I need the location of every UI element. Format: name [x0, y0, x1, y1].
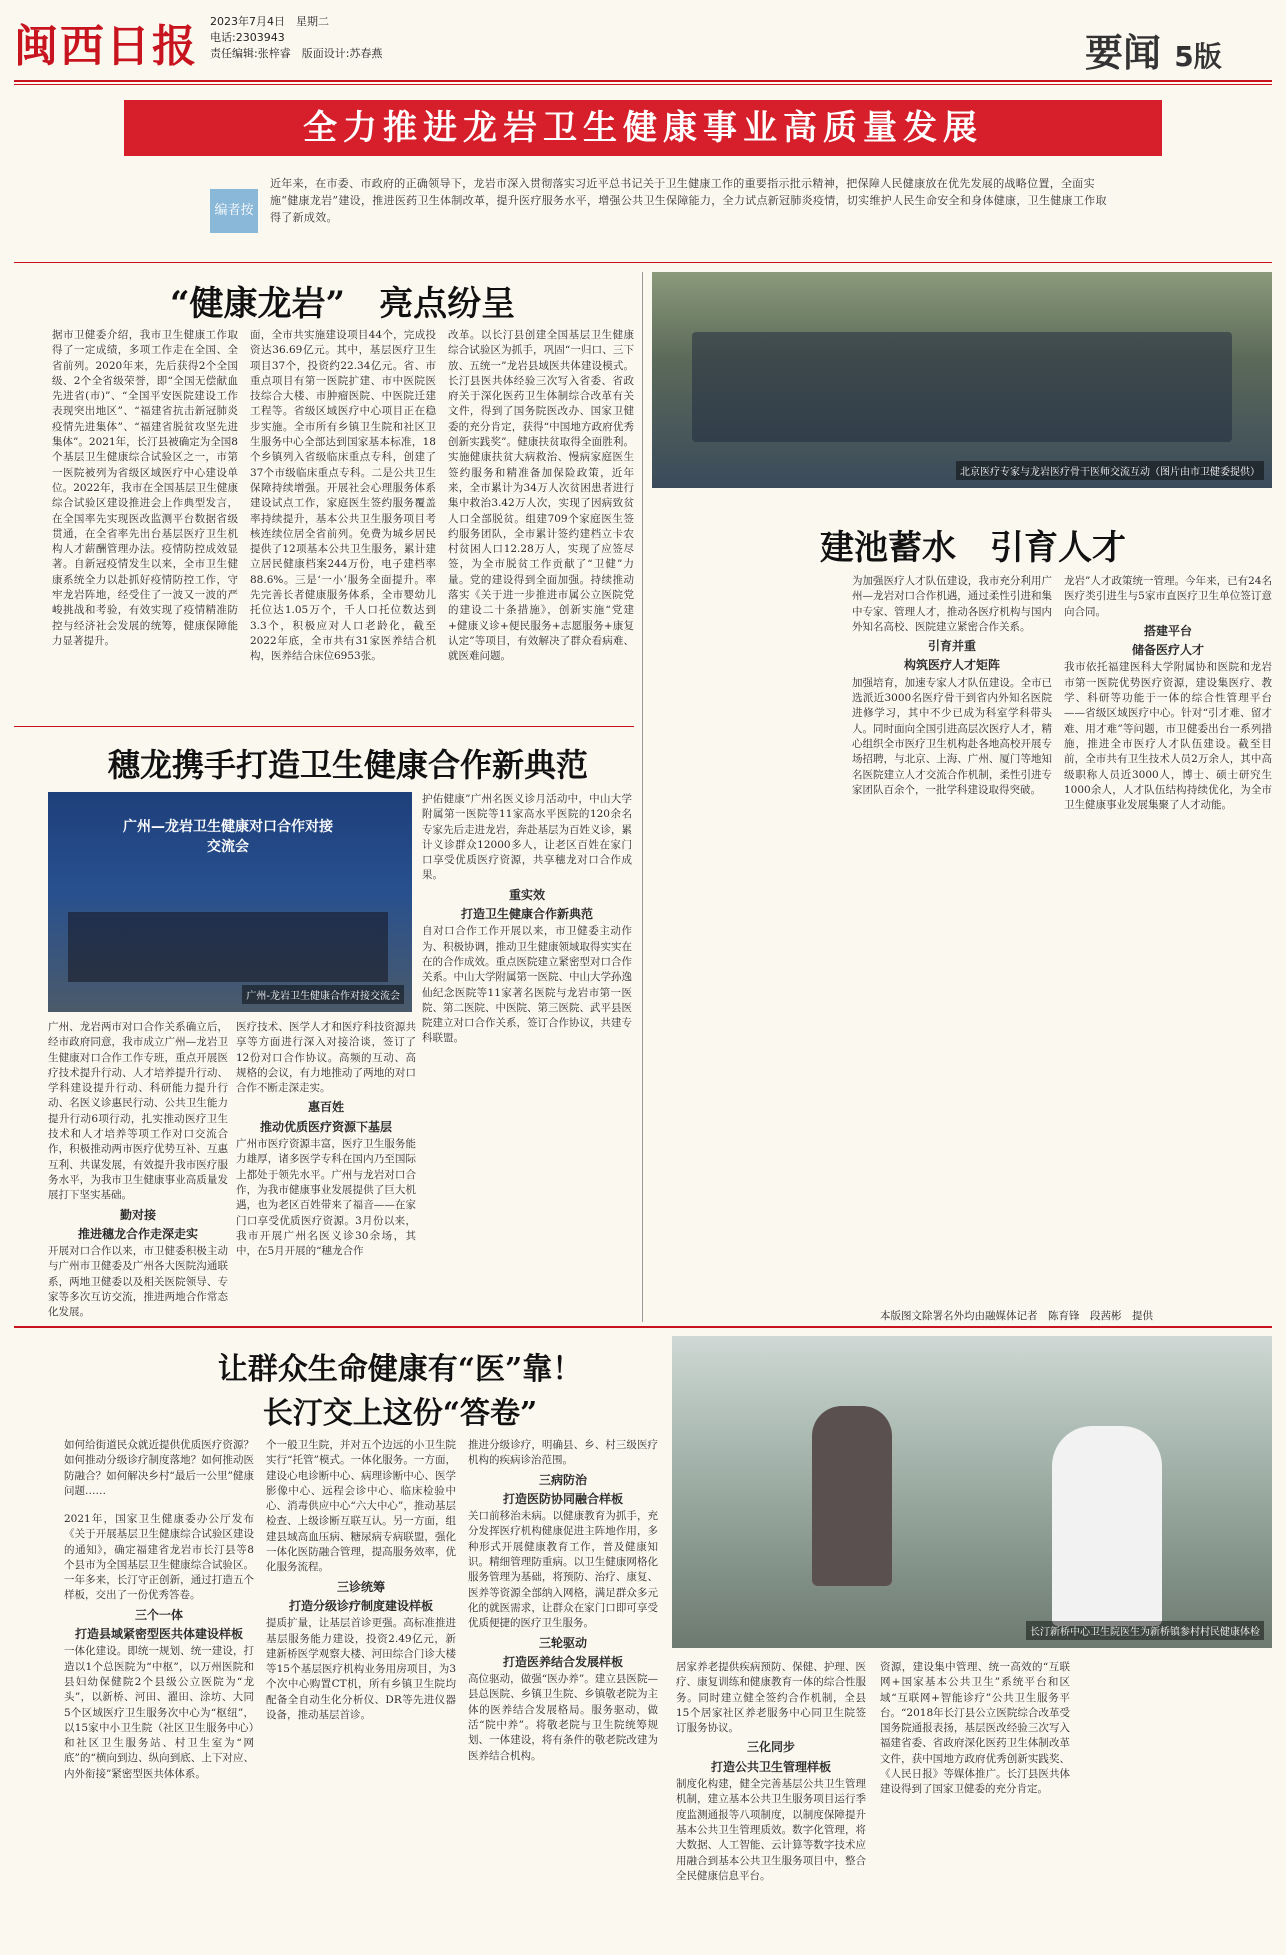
article3-sub1: 勤对接	[119, 1207, 156, 1222]
editor-note-tag: 编者按	[210, 189, 258, 233]
article4-col3	[468, 1438, 658, 1942]
article3-sub2b: 推动优质医疗资源下基层	[259, 1119, 392, 1134]
article4-sub2: 三诊统筹	[336, 1579, 385, 1594]
article2-sub2: 搭建平台	[1143, 623, 1192, 638]
article4-title-line2: 长汀交上这份“答卷”	[262, 1396, 538, 1431]
article3-sub2: 惠百姓	[307, 1100, 344, 1115]
article2-col1b-text: 加强培育，加速专家人才队伍建设。全市已选派近3000名医疗骨干到省内外知名医院进修学习，其中不少已成为科室学科带头人。同时面向全国引进高层次医疗人才，精心组织全市医疗卫生机构赴各地高校开展专场招聘，与北京、上海、广州、厦门等地知名医院建立人才交流合作机制，柔性引进专家团队百余个，一批学科建设取得突破。	[852, 676, 1052, 796]
section-label: 要闻	[1085, 31, 1162, 75]
article3-col1	[48, 1020, 228, 1319]
article4-sub3: 三病防治	[538, 1472, 587, 1487]
section-name	[1085, 22, 1222, 77]
editor-note-text: 近年来，在市委、市政府的正确领导下，龙岩市深入贯彻落实习近平总书记关于卫生健康工作的重要指示批示精神，把保障人民健康放在优先发展的战略位置，全面实施“健康龙岩”建设，推进医药卫生体制改革，提升医疗服务水平，增强公共卫生保障能力，全力试点新冠肺炎疫情，切实维护人民生命安全和身体健康，卫生健康工作取得了新成效。	[270, 177, 1107, 224]
article4-col1-text: 2021年，国家卫生健康委办公厅发布《关于开展基层卫生健康综合试验区建设的通知》，确定福建省龙岩市长汀县等8个县市为全国基层卫生健康综合试验区。一年多来，长汀守正创新，通过打造五个样板，交出了一份优秀答卷。	[64, 1513, 254, 1602]
article4-sub4b: 打造医养结合发展样板	[502, 1654, 623, 1669]
article2-sub1b: 构筑医疗人才矩阵	[903, 658, 1000, 673]
article1-col1: 据市卫健委介绍，我市卫生健康工作取得了一定成绩，多项工作走在全国、全省前列。2020年来，先后获得2个全国级、2个全省级荣誉，即“全国无偿献血先进省(市)”、“全国平安医院建设工作表现突出地区”、“福建省抗击新冠肺炎疫情先进集体”、“福建省脱贫攻坚先进集体”。2021年，长汀县被确定为全国8个基层卫生健康综合试验区之一，市第一医院被列为省级区域医疗中心建设单位。2022年，我市在全国基层卫生健康综合试验区建设推进会上作典型发言，在全国率先实现医改监测平台数据省级贯通，在全省率先出台基层医疗卫生机构人才薪酬管理办法。疫情防控成效显著。自新冠疫情发生以来，全市卫生健康系统全力以赴抓好疫情防控工作，守牢龙岩阵地，经受住了一波又一波的严峻挑战和考验，有效实现了疫情精准防控与经济社会发展的统筹，健康保障能力显著提升。	[52, 329, 238, 647]
article2-credit: 本版图文除署名外均由融媒体记者 陈育锋 段茜彬 提供	[880, 1310, 1153, 1322]
article4-col3-text: 推进分级诊疗，明确县、乡、村三级医疗机构的疾病诊治范围。	[468, 1439, 658, 1467]
article2-col1	[852, 574, 1052, 969]
article3-sub1b: 推进穗龙合作走深走实	[77, 1226, 198, 1241]
article4-title	[190, 1344, 610, 1432]
article4-col2	[266, 1438, 456, 1942]
divider	[14, 1326, 1272, 1328]
article3-title: 穗龙携手打造卫生健康合作新典范	[108, 746, 589, 784]
article3-col3b-text: 自对口合作工作开展以来，市卫健委主动作为、积极协调，推动卫生健康领域取得实实在在的合作成效。重点医院建立紧密型对口合作关系。中山大学附属第一医院、中山大学孙逸仙纪念医院等11家著名医院与龙岩市第一医院、第二医院、中医院、第三医院、武平县医院建立对口合作关系，签订合作协议，共建专科联盟。	[422, 925, 632, 1045]
conference-photo	[48, 792, 412, 1012]
page-banner-title: 全力推进龙岩卫生健康事业高质量发展	[124, 100, 1162, 156]
article4-col1	[64, 1512, 254, 1942]
photo-table-shape	[68, 912, 388, 982]
article4-col1b-text: 一体化建设。即统一规划、统一建设，打造以1个总医院为“中枢”，以万州医院和县妇幼保健院2个县级公立医院为“龙头”，以新桥、河田、濯田、涂坊、大同5个区域医疗卫生服务次中心为“枢纽”，以15家中小卫生院（社区卫生服务中心）和社区卫生服务站、村卫生室为“网底”的“横向到边、纵向到底、上下对应、内外衔接”紧密型医共体体系。	[64, 1645, 254, 1780]
article2-col2-text: 龙岩”人才政策统一管理。今年来，已有24名医疗类引进生与5家市直医疗卫生单位签订意向合同。	[1064, 575, 1272, 618]
column-divider	[642, 272, 643, 1322]
article2-col2	[1064, 574, 1272, 969]
issue-meta	[210, 14, 550, 62]
editor-note	[210, 175, 1110, 255]
issue-phone: 电话:2303943	[210, 31, 285, 44]
article4-sub2b: 打造分级诊疗制度建设样板	[288, 1598, 433, 1613]
article3-col3	[422, 792, 632, 1312]
article4-col4-text: 高位驱动，做强“医办养”。建立县医院—县总医院、乡镇卫生院、乡镇敬老院为主体的医养结合发展格局。服务驱动，做活“院中养”。将敬老院与卫生院统筹规划、一体建设，将有条件的敬老院改建为医养结合机构。	[468, 1673, 658, 1762]
article4-col5-text: 居家养老提供疾病预防、保健、护理、医疗、康复训练和健康教育一体的综合性服务。同时建立健全签约合作机制，全县15个居家社区养老服务中心同卫生院签订服务协议。	[676, 1661, 866, 1735]
article4-col5b-text: 制度化构建，健全完善基层公共卫生管理机制，建立基本公共卫生服务项目运行季度监测通报等八项制度，以制度保障提升基本公共卫生管理质效。数字化管理，将大数据、人工智能、云计算等数字技术应用融合到基本公共卫生服务项目中，整合全民健康信息平台。	[676, 1778, 866, 1882]
masthead-rule-thin	[14, 84, 1272, 85]
health-check-photo	[672, 1336, 1272, 1648]
health-check-photo-caption: 长汀新桥中心卫生院医生为新桥镇参村村民健康体检	[1026, 1621, 1264, 1640]
article2-sub2b: 储备医疗人才	[1131, 643, 1204, 658]
article1-col3: 改革。以长汀县创建全国基层卫生健康综合试验区为抓手，巩固“一归口、三下放、五统一”龙岩县域医共体建设模式。长汀县医共体经验三次写入省委、省政府关于深化医药卫生体制综合改革有关文件，得到了国务院医改办、国家卫健委的充分肯定，获得“中国地方政府优秀创新实践奖”。健康扶贫取得全面胜利。实施健康扶贫大病救治、慢病家庭医生签约服务和精准备加保险政策，近年来，全市累计为34万人次贫困患者进行集中救治3.42万人次，实现了因病致贫人口全部脱贫。组建709个家庭医生签约服务团队，全市累计签约建档立卡农村贫困人口12.28万人，实现了应签尽签，为全市脱贫工作贡献了“卫健”力量。党的建设得到全面加强。持续推动落实《关于进一步推进市属公立医院党的建设二十条措施》，创新实施“党建+健康义诊+便民服务+志愿服务+康复认定”等项目，有效解决了群众看病难、就医难问题。	[448, 329, 634, 663]
masthead-rule	[14, 80, 1272, 82]
article4-questions: 如何给街道民众就近提供优质医疗资源？如何推动分级诊疗制度落地？如何推动医防融合？如何解决乡村“最后一公里”健康问题……	[64, 1439, 254, 1497]
conference-screen-title: 广州—龙岩卫生健康对口合作对接交流会	[123, 819, 333, 855]
meeting-photo-caption: 北京医疗专家与龙岩医疗骨干医师交流互动（图片由市卫健委提供）	[956, 461, 1264, 480]
article4-sub5: 三化同步	[746, 1740, 795, 1755]
article4-sub3b: 打造医防协同融合样板	[502, 1491, 623, 1506]
article4-sub1b: 打造县域紧密型医共体建设样板	[74, 1627, 243, 1642]
newspaper-logo: 闽西日报	[14, 21, 198, 72]
photo-figure-shape	[1052, 1426, 1162, 1626]
article4-sub1: 三个一体	[134, 1607, 183, 1622]
article4-col6: 资源，建设集中管理、统一高效的“互联网+国家基本公共卫生”系统平台和区域“互联网+智能诊疗”公共卫生服务平台。“2018年长汀县公立医院综合改革受国务院通报表扬，基层医改经验三次写入福建省委、省政府深化医药卫生体制改革文件，获中国地方政府优秀创新实践奖、《人民日报》等媒体推广。长汀县医共体建设得到了国家卫健委的充分肯定。	[880, 1661, 1070, 1796]
article4-title-line1: 让群众生命健康有“医”靠！	[217, 1352, 583, 1387]
article4-sub5b: 打造公共卫生管理样板	[710, 1759, 831, 1774]
article2-col2b-text: 我市依托福建医科大学附属协和医院和龙岩市第一医院优势医疗资源，建设集医疗、教学、科研等功能于一体的综合性管理平台——省级区域医疗中心。针对“引才难、留才难、用才难”等问题，市卫健委出台一系列措施，推进全市医疗人才队伍建设。截至目前，全市共有卫生技术人员2万余人，其中高级职称人员近3000人，博士、硕士研究生1000余人，人才队伍结构持续优化，为全市卫生健康事业发展集聚了人才动能。	[1064, 661, 1272, 812]
article3-col1b-text: 开展对口合作以来，市卫健委积极主动与广州市卫健委及广州各大医院沟通联系，两地卫健委以及相关医院领导、专家等多次互访交流，推进两地合作常态化发展。	[48, 1245, 228, 1319]
article3-sub3b: 打造卫生健康合作新典范	[460, 907, 593, 922]
article3-col1-text: 广州、龙岩两市对口合作关系确立后，经市政府同意，我市成立广州—龙岩卫生健康对口合作工作专班，重点开展医疗技术提升行动、人才培养提升行动、学科建设提升行动、科研能力提升行动、名医义诊惠民行动、公共卫生能力提升行动6项行动，扎实推动医疗卫生技术和人才培养等项工作对口交流合作，积极推动两市医疗优势互补、互惠互利、共谋发展，有效提升我市医疗服务水平，为我市卫生健康事业高质量发展打下坚实基础。	[48, 1021, 228, 1202]
article4-sub4: 三轮驱动	[538, 1635, 587, 1650]
issue-editors: 责任编辑:张梓睿 版面设计:苏春燕	[210, 47, 383, 60]
issue-date: 2023年7月4日 星期二	[210, 15, 329, 28]
article4-col2-text: 个一般卫生院，并对五个边远的小卫生院实行“托管”模式。一体化服务。一方面，建设心电诊断中心、病理诊断中心、医学影像中心、远程会诊中心、临床检验中心、消毒供应中心“六大中心”，推动基层检查、上级诊断互联互认。另一方面，组建县域高血压病、糖尿病专病联盟，强化一体化医防融合管理，提高服务效率，优化服务流程。	[266, 1439, 456, 1574]
meeting-photo	[652, 272, 1272, 488]
article3-col3-text: 护佑健康”广州名医义诊月活动中，中山大学附属第一医院等11家高水平医院的120余名专家先后走进龙岩，奔赴基层为百姓义诊，累计义诊群众12000多人，让老区百姓在家门口享受优质医疗资源，共享穗龙对口合作成果。	[422, 793, 632, 882]
article4-col2b-text: 提质扩量，让基层首诊更强。高标准推进基层服务能力建设，投资2.49亿元，新建新桥医学观察大楼、河田综合门诊大楼等15个基层医疗机构业务用房项目，为3个次中心购置CT机，所有乡镇卫生院均配备全自动生化分析仪、DR等先进仪器设备，推动基层首诊。	[266, 1617, 456, 1722]
article1-col2: 面，全市共实施建设项目44个，完成投资达36.69亿元。其中，基层医疗卫生项目37个，投资约22.34亿元。省、市重点项目有第一医院扩建、市中医院医技综合大楼、市肿瘤医院、中医院迁建工程等。省级区域医疗中心项目正在稳步实施。全市所有乡镇卫生院和社区卫生服务中心全部达到国家基本标准，18个乡镇列入省级临床重点专科，创建了37个市级临床重点专科。二是公共卫生保障持续增强。开展社会心理服务体系建设试点工作，家庭医生签约服务覆盖率持续提升，基本公共卫生服务项目考核连续位居全省前列。免费为城乡居民提供了12项基本公共卫生服务，累计建立居民健康档案244万份，电子建档率88.6%。三是‘一小’服务全面提升。率先完善长者健康服务体系，全市婴幼儿托位达1.05万个，千人口托位数达到3.3个，积极应对人口老龄化，截至2022年底，全市共有31家医养结合机构，医养结合床位6953张。	[250, 329, 436, 663]
divider	[14, 262, 1272, 263]
article2-col1-text: 为加强医疗人才队伍建设，我市充分利用广州—龙岩对口合作机遇，通过柔性引进和集中专家、管理人才，推动各医疗机构与国内外知名高校、医院建立紧密合作关系。	[852, 575, 1052, 633]
article4-col5	[676, 1660, 866, 1942]
article2-sub1: 引育并重	[927, 639, 976, 654]
divider	[14, 726, 634, 727]
article3-sub3: 重实效	[508, 887, 545, 902]
page-number: 5版	[1174, 40, 1222, 73]
conference-photo-caption: 广州-龙岩卫生健康合作对接交流会	[242, 985, 404, 1004]
masthead	[0, 0, 1286, 88]
photo-table-shape	[692, 332, 1232, 442]
article2-title: 建池蓄水 引育人才	[820, 528, 1126, 568]
photo-figure-shape	[812, 1406, 892, 1586]
article3-col2	[236, 1020, 416, 1312]
article1-title: “健康龙岩” 亮点纷呈	[170, 284, 516, 324]
article4-col3b-text: 关口前移治未病。以健康教育为抓手，充分发挥医疗机构健康促进主阵地作用，多种形式开展健康教育工作，普及健康知识。精细管理防重病。以卫生健康网格化服务管理为基础，将预防、治疗、康复、医养等资源全部纳入网格，满足群众多元化的就医需求，让群众在家门口即可享受优质便捷的医疗卫生服务。	[468, 1510, 658, 1630]
article3-col2b-text: 广州市医疗资源丰富，医疗卫生服务能力雄厚，诸多医学专科在国内乃至国际上都处于领先水平。广州与龙岩对口合作，为我市健康事业发展提供了巨大机遇，也为老区百姓带来了福音——在家门口享受优质医疗资源。3月份以来，我市开展广州名医义诊30余场，其中，在5月开展的“穗龙合作	[236, 1138, 416, 1258]
article3-col2-text: 医疗技术、医学人才和医疗科技资源共享等方面进行深入对接洽谈，签订了12份对口合作协议。高频的互动、高规格的会议，有力地推动了两地的对口合作不断走深走实。	[236, 1021, 416, 1095]
